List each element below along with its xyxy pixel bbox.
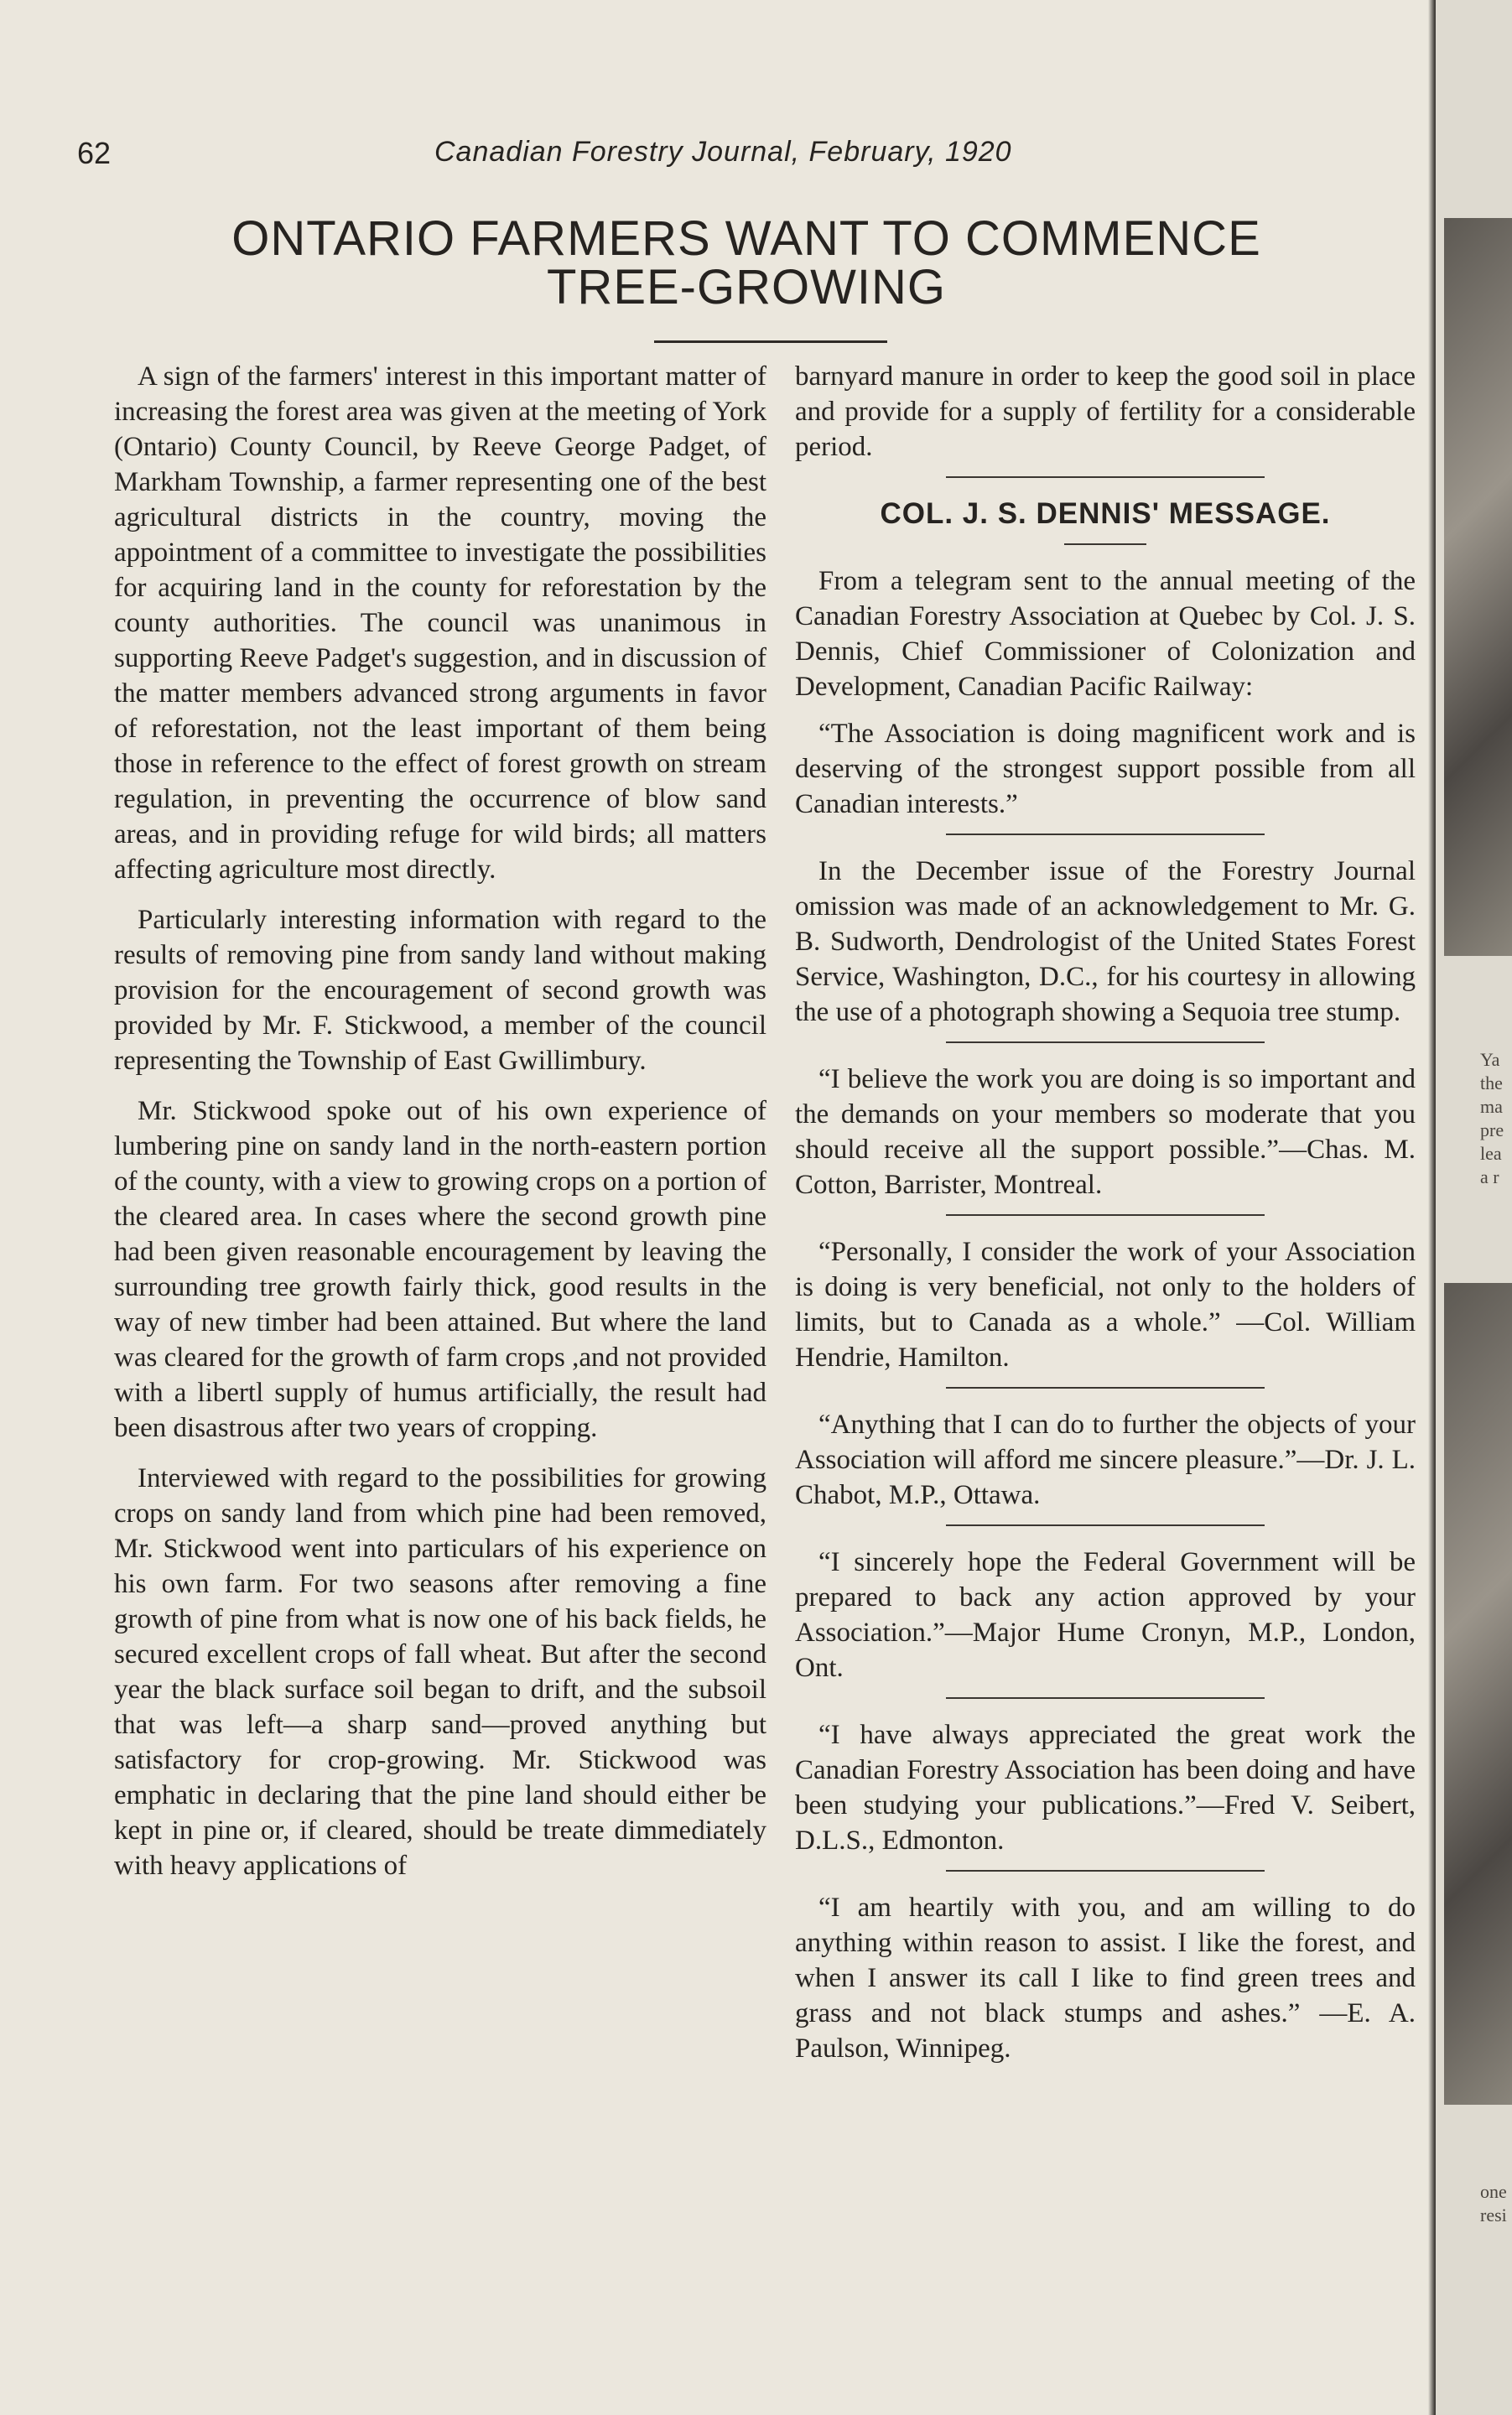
adjacent-text-fragment: ma: [1480, 1096, 1503, 1117]
note-rule: [946, 1870, 1265, 1872]
adjacent-photo: [1444, 1283, 1512, 2105]
section-rule: [946, 476, 1265, 478]
adjacent-photo: [1444, 218, 1512, 956]
article-continuation: barnyard manure in order to keep the good soil in place and provide for a supply of fertility for a considerable period.: [795, 361, 1416, 462]
article-title-line-2: TREE-GROWING: [547, 260, 946, 314]
title-rule: [654, 340, 887, 343]
article-paragraph-2: Particularly interesting information with regard to the results of removing pine from sandy land without making provision for the encouragement of second growth was provided by Mr. F. Stickwood, a member of the council representing the Township of East Gwillimbury.: [114, 905, 766, 1076]
note-item: “I have always appreciated the great work the Canadian Forestry Association has been doing and have been studying your publications.”—Fred V. Seibert, D.L.S., Edmonton.: [795, 1720, 1416, 1856]
left-column: [114, 359, 766, 1898]
note-item: “Anything that I can do to further the objects of your Association will afford me sincere pleasure.”—Dr. J. L. Chabot, M.P., Ottawa.: [795, 1410, 1416, 1510]
adjacent-text-fragment: a r: [1480, 1166, 1499, 1187]
page-header: [0, 136, 1436, 178]
note-rule: [946, 1041, 1265, 1043]
note-rule: [946, 1697, 1265, 1699]
page-number: 62: [77, 136, 112, 170]
heading-rule: [1064, 543, 1146, 545]
section-heading: COL. J. S. DENNIS' MESSAGE.: [880, 497, 1331, 530]
article-paragraph-1: A sign of the farmers' interest in this important matter of increasing the forest area was given at the meeting of York (Ontario) County Council, by Reeve George Padget, of Markham Township, a farmer representing one of the best agricultural districts in the country, moving the appointment of a committee to investigate the possibilities for acquiring land in the county for reforestation by the county authorities. The council was unanimous in supporting Reeve Padget's suggestion, and in discussion of the matter members advanced strong arguments in favor of reforestation, not the least important of them being those in reference to the effect of forest growth on stream regulation, in preventing the occurrence of blow sand areas, and in providing refuge for wild birds; all matters affecting agriculture most directly.: [114, 361, 766, 885]
note-item: “I believe the work you are doing is so important and the demands on your members so moderate that you should receive all the support possible.”—Chas. M. Cotton, Barrister, Montreal.: [795, 1064, 1416, 1200]
note-item: In the December issue of the Forestry Journal omission was made of an acknowledgement to Mr. G. B. Sudworth, Dendrologist of the United States Forest Service, Washington, D.C., for his courtesy in allowing the use of a photograph showing a Sequoia tree stump.: [795, 856, 1416, 1027]
note-item: “I am heartily with you, and am willing to do anything within reason to assist. I like the forest, and when I answer its call I like to find green trees and grass and not black stumps and ashes.” —E. A. Paulson, Winnipeg.: [795, 1893, 1416, 2064]
article-title-line-1: ONTARIO FARMERS WANT TO COMMENCE: [231, 211, 1261, 266]
adjacent-text-fragment: resi: [1480, 2205, 1507, 2225]
adjacent-text-fragment: Ya: [1480, 1049, 1500, 1070]
note-rule: [946, 1214, 1265, 1216]
note-rule: [946, 1524, 1265, 1526]
note-item: “Personally, I consider the work of your Association is doing is very beneficial, not only to the holders of limits, but to Canada as a whole.” —Col. William Hendrie, Hamilton.: [795, 1237, 1416, 1373]
note-rule: [946, 834, 1265, 835]
adjacent-text-fragment: lea: [1480, 1143, 1502, 1164]
right-column: [795, 359, 1416, 2078]
section-quote: “The Association is doing magnificent work and is deserving of the strongest support possible from all Canadian interests.”: [795, 719, 1416, 819]
note-rule: [946, 1387, 1265, 1389]
article-paragraph-4: Interviewed with regard to the possibilities for growing crops on sandy land from which pine had been removed, Mr. Stickwood went into particulars of his experience on his own farm. For two seasons after removing a fine growth of pine from what is now one of his back fields, he secured excellent crops of fall wheat. But after the second year the black surface soil began to drift, and the subsoil that was left—a sharp sand—proved anything but satisfactory for crop-growing. Mr. Stickwood was emphatic in declaring that the pine land should either be kept in pine or, if cleared, should be treate dimmediately with heavy applications of: [114, 1463, 766, 1881]
article-paragraph-3: Mr. Stickwood spoke out of his own experience of lumbering pine on sandy land in the north-eastern portion of the county, with a view to growing crops on a portion of the cleared area. In cases where the second growth pine had been given reasonable encouragement by leaving the surrounding tree growth fairly thick, good results in the way of new timber had been attained. But where the land was cleared for the growth of farm crops ,and not provided with a libertl supply of humus artificially, the result had been disastrous after two years of cropping.: [114, 1096, 766, 1443]
adjacent-text-fragment: pre: [1480, 1119, 1504, 1140]
article-title: [101, 211, 1392, 314]
running-head: Canadian Forestry Journal, February, 1920: [434, 136, 1012, 168]
adjacent-text-fragment: the: [1480, 1072, 1503, 1093]
section-intro: From a telegram sent to the annual meeting of the Canadian Forestry Association at Quebec by Col. J. S. Dennis, Chief Commissioner of Colonization and Development, Canadian Pacific Railway:: [795, 566, 1416, 702]
note-item: “I sincerely hope the Federal Government will be prepared to back any action approved by your Association.”—Major Hume Cronyn, M.P., London, Ont.: [795, 1547, 1416, 1683]
adjacent-text-fragment: one: [1480, 2181, 1507, 2202]
